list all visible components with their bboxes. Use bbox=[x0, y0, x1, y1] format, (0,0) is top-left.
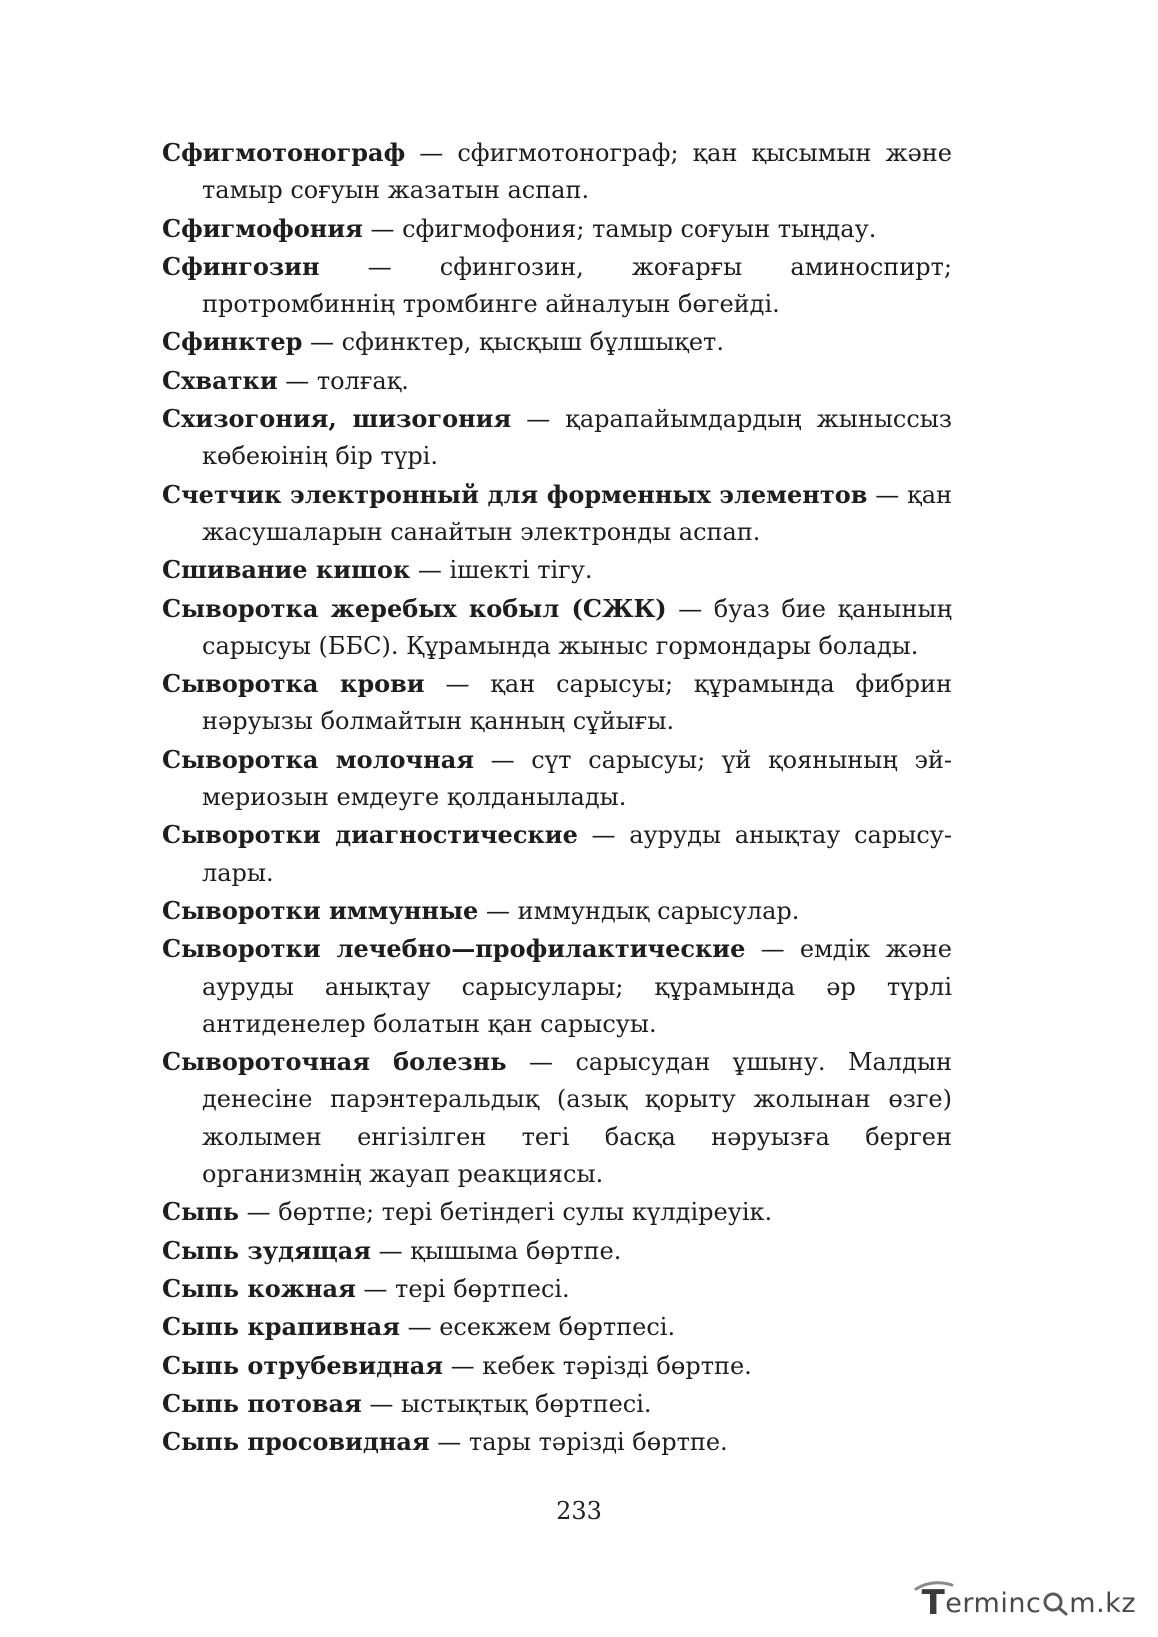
entry-term: Сыворотки иммунные bbox=[162, 895, 479, 925]
watermark-text-start: erminc bbox=[945, 1587, 1042, 1619]
dictionary-entry bbox=[162, 741, 952, 817]
entry-definition: — буаз бие қанының сарысуы (ББС). Құрамында жыныс гормондары болады. bbox=[202, 594, 952, 660]
dictionary-entry bbox=[162, 930, 952, 1043]
dictionary-entry bbox=[162, 1232, 952, 1270]
watermark-text-end: m.kz bbox=[1069, 1587, 1136, 1619]
magnifier-icon bbox=[1042, 1590, 1068, 1616]
dictionary-entry bbox=[162, 1043, 952, 1193]
entry-term: Сыпь потовая bbox=[162, 1388, 362, 1418]
entry-definition: — қан сарысуы; құрамында фибрин нәруызы болмайтын қанның сұйығы. bbox=[202, 670, 952, 736]
entry-term: Сыпь bbox=[162, 1197, 240, 1227]
entry-term: Счетчик электронный для форменных элементов bbox=[162, 479, 868, 509]
entry-term: Сыворотка молочная bbox=[162, 744, 474, 774]
entry-term: Сывороточная болезнь bbox=[162, 1047, 507, 1077]
entry-term: Сфингозин bbox=[162, 251, 320, 281]
entry-definition: — есекжем бөртпесі. bbox=[399, 1313, 676, 1342]
dictionary-entry bbox=[162, 323, 952, 361]
entry-definition: — сфигмофония; тамыр соғуын тыңдау. bbox=[362, 214, 877, 243]
entry-definition: — сфигмотонограф; қан қысымын және тамыр соғуын жазатын аспап. bbox=[202, 139, 952, 205]
entry-term: Сфигмофония bbox=[162, 213, 363, 243]
entry-term: Сыпь крапивная bbox=[162, 1312, 400, 1342]
entry-term: Сфигмотонограф bbox=[162, 138, 406, 167]
page-number: 233 bbox=[556, 1497, 602, 1525]
dictionary-entry bbox=[162, 1347, 952, 1385]
entry-term: Сыворотки диагностические bbox=[162, 820, 578, 850]
entry-definition: — бөртпе; тері бетіндегі сулы күлдіреуік. bbox=[239, 1198, 773, 1227]
entry-definition: — толғақ. bbox=[277, 366, 409, 395]
dictionary-entry bbox=[162, 400, 952, 476]
dictionary-entry bbox=[162, 476, 952, 552]
dictionary-entry bbox=[162, 210, 952, 248]
dictionary-page-content bbox=[162, 134, 952, 1461]
entry-term: Сыпь зудящая bbox=[162, 1235, 372, 1265]
entry-term: Сыпь отрубевидная bbox=[162, 1350, 443, 1380]
watermark-initial bbox=[922, 1583, 946, 1623]
entry-term: Сшивание кишок bbox=[162, 555, 411, 585]
entry-definition: — кебек тәрізді бөртпе. bbox=[443, 1351, 752, 1380]
dictionary-entry bbox=[162, 134, 952, 210]
entry-term: Схизогония, шизогония bbox=[162, 404, 512, 434]
entry-term: Сыворотка жеребых кобыл (СЖК) bbox=[162, 593, 667, 623]
entry-term: Сфинктер bbox=[162, 327, 303, 357]
entry-definition: — емдік және ауруды анықтау сарысулары; құрамында әр түрлі антиденелер болатын қан сарысуы. bbox=[202, 935, 952, 1038]
entry-definition: — ауруды анықтау сарысулары. bbox=[202, 821, 952, 887]
entry-definition: — сарысудан ұшыну. Малдын денесіне парэнтеральдық (азық қорыту жолынан өзге) жолымен енгізілген тегі басқа нәруызға берген организмнің жауап реакциясы. bbox=[202, 1048, 952, 1189]
swoosh-icon bbox=[914, 1579, 954, 1593]
watermark-initial-letter: T bbox=[921, 1583, 946, 1623]
dictionary-entry bbox=[162, 1423, 952, 1461]
entry-definition: — ыстықтық бөртпесі. bbox=[361, 1389, 652, 1418]
dictionary-entry bbox=[162, 816, 952, 892]
dictionary-entry bbox=[162, 362, 952, 400]
entry-definition: — қарапайымдардың жыныссыз көбеюінің бір түрі. bbox=[202, 405, 952, 471]
termincom-watermark-logo bbox=[922, 1583, 1136, 1623]
entry-definition: — тары тәрізді бөртпе. bbox=[429, 1428, 728, 1457]
entry-term: Сыпь кожная bbox=[162, 1273, 356, 1303]
entry-term: Схватки bbox=[162, 365, 278, 395]
entry-definition: — сфингозин, жоғарғы аминоспирт; протромбиннің тромбинге айналуын бөгейді. bbox=[202, 252, 952, 319]
dictionary-entry bbox=[162, 892, 952, 930]
entry-term: Сыпь просовидная bbox=[162, 1427, 430, 1457]
dictionary-entry bbox=[162, 1385, 952, 1423]
dictionary-entry bbox=[162, 551, 952, 589]
dictionary-entry bbox=[162, 248, 952, 324]
entry-definition: — қышыма бөртпе. bbox=[371, 1236, 622, 1265]
entry-definition: — тері бөртпесі. bbox=[355, 1274, 570, 1303]
entry-definition: — ішекті тігу. bbox=[410, 556, 593, 585]
entry-definition: — сфинктер, қысқыш бұлшықет. bbox=[302, 328, 724, 357]
entry-definition: — қан жасушаларын санайтын электронды аспап. bbox=[202, 480, 953, 546]
entry-term: Сыворотка крови bbox=[162, 669, 425, 699]
entry-definition: — сүт сарысуы; үй қоянының эймериозын емдеуге қолданылады. bbox=[202, 745, 952, 812]
entry-term: Сыворотки лечебно—профилактические bbox=[162, 934, 746, 964]
dictionary-entry bbox=[162, 590, 952, 666]
dictionary-entry bbox=[162, 1193, 952, 1231]
dictionary-entry bbox=[162, 1308, 952, 1346]
entry-definition: — иммундық сарысулар. bbox=[478, 896, 800, 925]
dictionary-entry bbox=[162, 665, 952, 741]
dictionary-entry bbox=[162, 1270, 952, 1308]
